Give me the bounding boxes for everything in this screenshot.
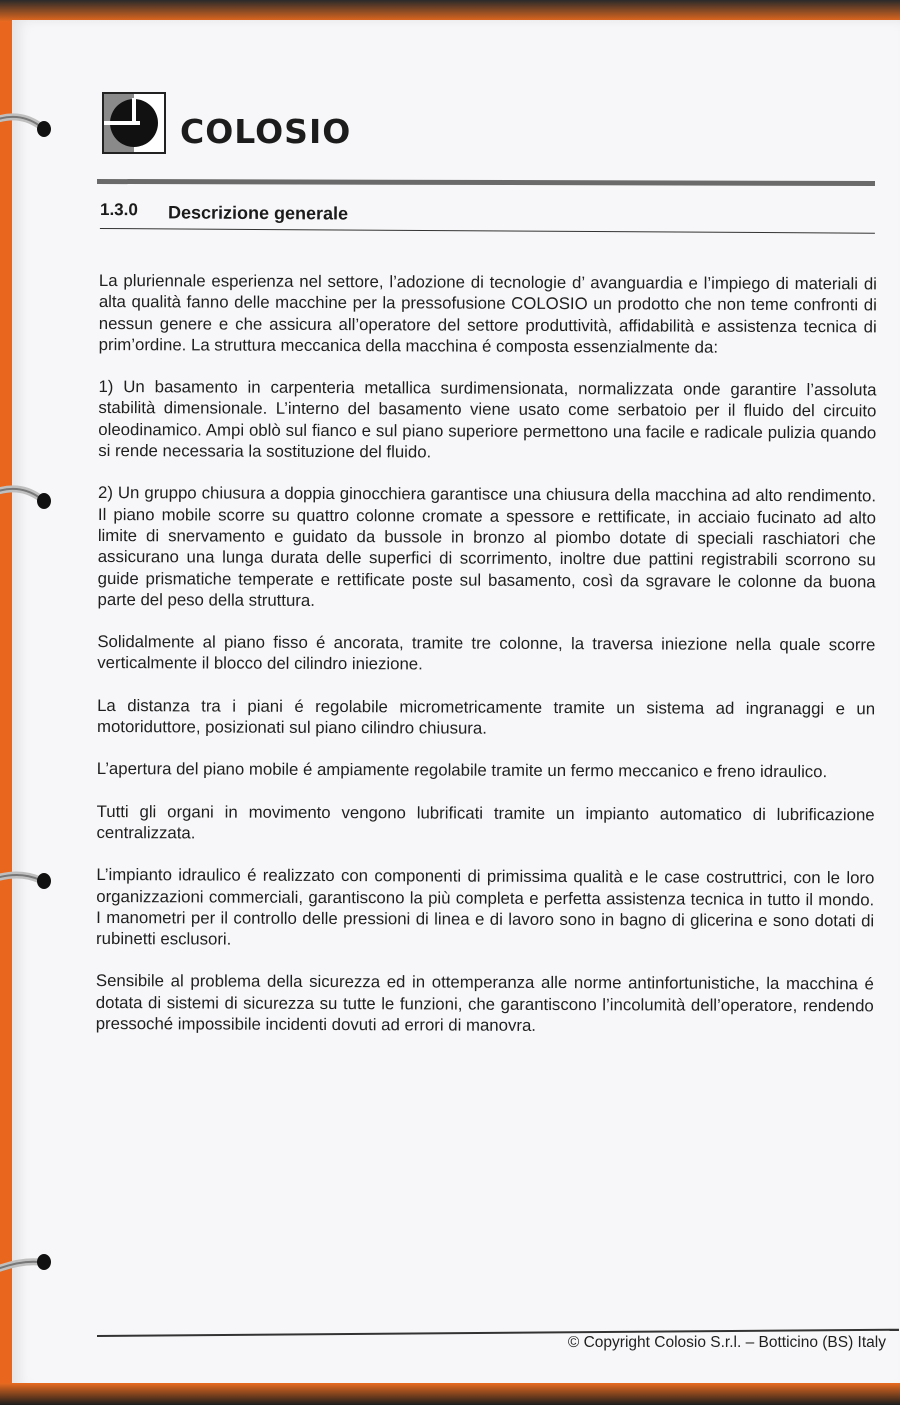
colosio-logo-icon (102, 92, 166, 154)
paragraph-gruppo-chiusura: 2) Un gruppo chiusura a doppia ginocchiera garantisce una chiusura della macchina ad alto rendimento. Il piano mobile scorre su quattro colonne cromate a spessore e rettificate, in acciaio fucinato ad alto limite di snervamento e guidato da bussole in bronzo al piombo dotate di speciali raschiatori che assicurano una lunga durata delle superfici di scorrimento, inoltre due pattini registrabili scorrono su guide prismatiche temperate e rettificate poste sul basamento, così da sgravare le colonne da buona parte del peso della struttura. (97, 483, 877, 610)
section-number: 1.3.0 (99, 200, 138, 220)
paragraph-apertura: L’apertura del piano mobile é ampiamente regolabile tramite un fermo meccanico e freno idraulico. (96, 759, 828, 782)
binder-ring-icon (0, 866, 58, 894)
section-heading (100, 200, 875, 234)
footer-copyright: © Copyright Colosio S.r.l. – Botticino (BS) Italy (567, 1334, 886, 1351)
binder-ring-icon (0, 112, 58, 140)
paragraph-basamento: 1) Un basamento in carpenteria metallica surdimensionata, normalizzata onde garantire l’assoluta stabilità dimensionale. L’interno del basamento viene usato come serbatoio per il fluido del circuito oleodinamico. Ampi oblò sul fianco e sul piano superiore permettono una facile e radicale pulizia quando si rende necessaria la sostituzione del fluido. (98, 377, 877, 462)
paragraph-impianto-idraulico: L’impianto idraulico é realizzato con componenti di primissima qualità e le case costruttrici, con le loro organizzazioni commerciali, garantiscono la più completa e perfetta assistenza tecnica in tutto il mondo. I manometri per il controllo delle pressioni di linea e di lavoro sono in bagno di glicerina e sono dotati di rubinetti esclusori. (96, 865, 875, 949)
body-text (96, 270, 877, 1059)
binder-top-edge (0, 0, 900, 22)
binder-ring-icon (0, 1252, 58, 1280)
binder-ring-icon (0, 484, 58, 512)
header-rule (97, 179, 875, 186)
section-title: Descrizione generale (167, 202, 349, 224)
brand-name: COLOSIO (180, 112, 352, 151)
paragraph-sicurezza: Sensibile al problema della sicurezza ed in ottemperanza alle norme antinfortunistiche, la macchina é dotata di sistemi di sicurezza su tutte le funzioni, che garantiscono l’incolumità dell’operatore, rendendo pressoché impossibile incidenti dovuti ad errori di manovra. (95, 971, 874, 1035)
binder-bottom-edge (0, 1383, 900, 1405)
paragraph-traversa: Solidalmente al piano fisso é ancorata, tramite tre colonne, la traversa iniezione nella quale scorre verticalmente il blocco del cilindro iniezione. (97, 632, 876, 674)
document-page (12, 20, 900, 1390)
paragraph-distanza: La distanza tra i piani é regolabile micrometricamente tramite un sistema ad ingranaggi e un motoriduttore, posizionati sul piano cilindro chiusura. (96, 695, 876, 738)
paragraph-lubrificazione: Tutti gli organi in movimento vengono lubrificati tramite un impianto automatico di lubrificazione centralizzata. (96, 801, 875, 843)
paragraph-intro: La pluriennale esperienza nel settore, l’adozione di tecnologie d’ avanguardia e l’impiego di materiali di alta qualità fanno delle macchine per la pressofusione COLOSIO un prodotto che non teme confronti di nessun genere e che assicura all’operatore del settore produttività, affidabilità e assistenza tecnica di prim’ordine. La struttura meccanica della macchina é composta essenzialmente da: (98, 271, 877, 357)
